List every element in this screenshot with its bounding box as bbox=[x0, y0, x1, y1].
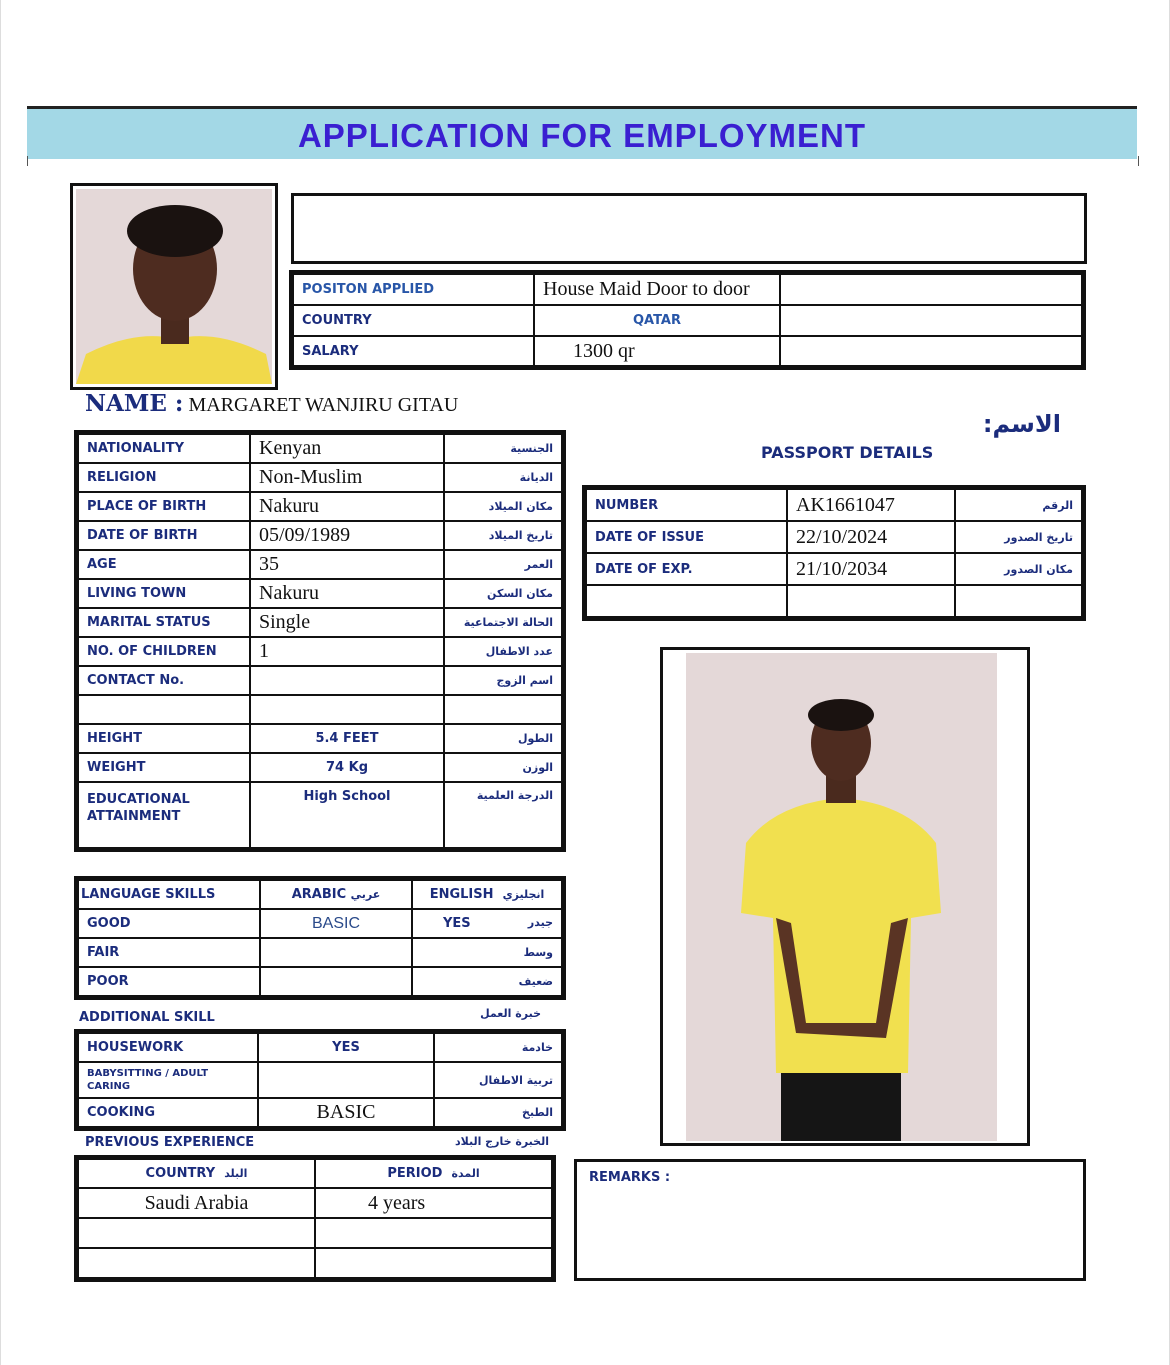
field-label-ar: تاريخ الميلاد bbox=[444, 521, 562, 550]
field-label-ar bbox=[444, 695, 562, 724]
field-value: Kenyan bbox=[250, 434, 444, 463]
name-arabic-label: الاسم: bbox=[982, 410, 1061, 438]
field-label: EDUCATIONAL ATTAINMENT bbox=[78, 782, 250, 848]
language-level-ar: وسط bbox=[523, 946, 553, 959]
field-value: Non-Muslim bbox=[250, 463, 444, 492]
passport-label-ar: مكان الصدور bbox=[955, 553, 1082, 585]
field-label-ar: الحالة الاجتماعية bbox=[444, 608, 562, 637]
field-label: WEIGHT bbox=[78, 753, 250, 782]
field-value bbox=[250, 695, 444, 724]
field-value: 35 bbox=[250, 550, 444, 579]
table-row bbox=[78, 1098, 562, 1127]
english-level bbox=[412, 938, 562, 967]
table-row bbox=[586, 585, 1082, 617]
form-title: APPLICATION FOR EMPLOYMENT bbox=[297, 117, 867, 154]
field-value: 74 Kg bbox=[250, 753, 444, 782]
table-row bbox=[78, 782, 562, 848]
table-row bbox=[78, 550, 562, 579]
language-level-ar: ضعيف bbox=[518, 975, 553, 988]
table-row bbox=[78, 1033, 562, 1062]
table-row bbox=[78, 608, 562, 637]
blank-box bbox=[291, 193, 1087, 264]
field-label: CONTACT No. bbox=[78, 666, 250, 695]
table-row bbox=[78, 492, 562, 521]
empty-cell bbox=[955, 585, 1082, 617]
additional-skill-title-ar: خبرة العمل bbox=[480, 1007, 541, 1020]
country-value: QATAR bbox=[534, 305, 780, 336]
field-label: AGE bbox=[78, 550, 250, 579]
field-label-ar: اسم الزوج bbox=[444, 666, 562, 695]
field-label-ar: مكان السكن bbox=[444, 579, 562, 608]
field-label: NATIONALITY bbox=[78, 434, 250, 463]
field-value: High School bbox=[250, 782, 444, 848]
arabic-level: BASIC bbox=[260, 909, 412, 938]
name-value: MARGARET WANJIRU GITAU bbox=[188, 394, 459, 416]
profile-photo-frame bbox=[70, 183, 278, 390]
remarks-label: REMARKS : bbox=[589, 1170, 671, 1185]
field-value: 05/09/1989 bbox=[250, 521, 444, 550]
experience-title: PREVIOUS EXPERIENCE bbox=[85, 1135, 255, 1150]
country-label: COUNTRY bbox=[293, 305, 534, 336]
full-photo-frame bbox=[660, 647, 1030, 1146]
passport-label: DATE OF EXP. bbox=[586, 553, 787, 585]
field-label-ar: العمر bbox=[444, 550, 562, 579]
salary-label: SALARY bbox=[293, 336, 534, 366]
experience-table bbox=[77, 1158, 553, 1279]
table-row bbox=[78, 753, 562, 782]
field-label-ar: الطول bbox=[444, 724, 562, 753]
arabic-level bbox=[260, 967, 412, 996]
field-value: Single bbox=[250, 608, 444, 637]
language-level-ar: جيدر bbox=[527, 916, 553, 929]
field-label: PLACE OF BIRTH bbox=[78, 492, 250, 521]
language-level: GOOD bbox=[78, 909, 260, 938]
personal-details-table bbox=[77, 433, 563, 849]
english-col-header-ar: انجليزي bbox=[502, 888, 545, 901]
country-col-header-ar: البلد bbox=[224, 1167, 248, 1180]
field-value: Nakuru bbox=[250, 579, 444, 608]
header-remnant bbox=[27, 156, 1139, 166]
language-level: FAIR bbox=[78, 938, 260, 967]
passport-label: NUMBER bbox=[586, 489, 787, 521]
field-label: LIVING TOWN bbox=[78, 579, 250, 608]
skill-label: COOKING bbox=[78, 1098, 258, 1127]
field-label-ar: مكان الميلاد bbox=[444, 492, 562, 521]
period-col-header: PERIOD bbox=[387, 1166, 443, 1181]
empty-cell bbox=[586, 585, 787, 617]
table-row bbox=[78, 724, 562, 753]
table-row bbox=[78, 521, 562, 550]
table-row bbox=[78, 637, 562, 666]
table-row bbox=[78, 695, 562, 724]
period-col-header-ar: المدة bbox=[451, 1167, 480, 1180]
table-row bbox=[78, 967, 562, 996]
salary-value: 1300 qr bbox=[534, 336, 780, 366]
table-row bbox=[78, 909, 562, 938]
experience-title-ar: الخبرة خارج البلاد bbox=[454, 1135, 549, 1148]
passport-value: 22/10/2024 bbox=[787, 521, 955, 553]
empty-cell bbox=[787, 585, 955, 617]
skill-label: BABYSITTING / ADULT CARING bbox=[78, 1062, 258, 1098]
passport-table bbox=[585, 488, 1083, 618]
table-row bbox=[586, 553, 1082, 585]
table-row bbox=[78, 579, 562, 608]
table-row bbox=[586, 521, 1082, 553]
name-label: NAME : bbox=[85, 390, 184, 417]
table-row bbox=[586, 489, 1082, 521]
position-table bbox=[292, 273, 1083, 367]
field-label: NO. OF CHILDREN bbox=[78, 637, 250, 666]
english-level-value: YES bbox=[443, 916, 471, 931]
skill-value bbox=[258, 1062, 434, 1098]
table-row bbox=[78, 434, 562, 463]
arabic-col-header-ar: عربي bbox=[350, 888, 381, 901]
arabic-col-header: ARABIC bbox=[291, 887, 347, 902]
field-label: DATE OF BIRTH bbox=[78, 521, 250, 550]
field-label: MARITAL STATUS bbox=[78, 608, 250, 637]
table-row bbox=[78, 463, 562, 492]
language-level: POOR bbox=[78, 967, 260, 996]
passport-label-ar: تاريخ الصدور bbox=[955, 521, 1082, 553]
skill-label-ar: تربية الاطفال bbox=[434, 1062, 562, 1098]
profile-photo bbox=[76, 189, 272, 384]
table-row bbox=[78, 666, 562, 695]
field-label-ar: الديانة bbox=[444, 463, 562, 492]
english-level bbox=[412, 967, 562, 996]
passport-value: 21/10/2034 bbox=[787, 553, 955, 585]
header-bar bbox=[27, 106, 1137, 159]
skill-label-ar: الطبخ bbox=[434, 1098, 562, 1127]
arabic-level bbox=[260, 938, 412, 967]
field-label-ar: الوزن bbox=[444, 753, 562, 782]
field-label: RELIGION bbox=[78, 463, 250, 492]
experience-period: 4 years bbox=[315, 1188, 552, 1218]
additional-skills-table bbox=[77, 1032, 563, 1128]
experience-country: Saudi Arabia bbox=[78, 1188, 315, 1218]
field-label bbox=[78, 695, 250, 724]
skill-value: BASIC bbox=[258, 1098, 434, 1127]
field-value bbox=[250, 666, 444, 695]
skill-label: HOUSEWORK bbox=[78, 1033, 258, 1062]
field-label-ar: عدد الاطفال bbox=[444, 637, 562, 666]
applicant-name bbox=[85, 390, 458, 417]
table-row bbox=[78, 1062, 562, 1098]
language-header: LANGUAGE SKILLS bbox=[78, 880, 260, 909]
skill-label-ar: خادمة bbox=[434, 1033, 562, 1062]
field-value: 1 bbox=[250, 637, 444, 666]
position-label: POSITON APPLIED bbox=[293, 274, 534, 305]
table-row bbox=[78, 938, 562, 967]
additional-skill-title: ADDITIONAL SKILL bbox=[79, 1010, 215, 1025]
full-body-photo bbox=[686, 653, 997, 1141]
field-value: 5.4 FEET bbox=[250, 724, 444, 753]
field-label: HEIGHT bbox=[78, 724, 250, 753]
remarks-box bbox=[574, 1159, 1086, 1281]
passport-title: PASSPORT DETAILS bbox=[761, 443, 934, 462]
passport-label-ar: الرقم bbox=[955, 489, 1082, 521]
field-label-ar: الدرجة العلمية bbox=[444, 782, 562, 848]
english-level bbox=[412, 909, 562, 938]
passport-value: AK1661047 bbox=[787, 489, 955, 521]
english-col-header: ENGLISH bbox=[429, 887, 494, 902]
field-value: Nakuru bbox=[250, 492, 444, 521]
passport-label: DATE OF ISSUE bbox=[586, 521, 787, 553]
field-label-ar: الجنسية bbox=[444, 434, 562, 463]
country-col-header: COUNTRY bbox=[145, 1166, 216, 1181]
position-value: House Maid Door to door bbox=[534, 274, 780, 305]
language-skills-table bbox=[77, 879, 563, 997]
skill-value: YES bbox=[258, 1033, 434, 1062]
